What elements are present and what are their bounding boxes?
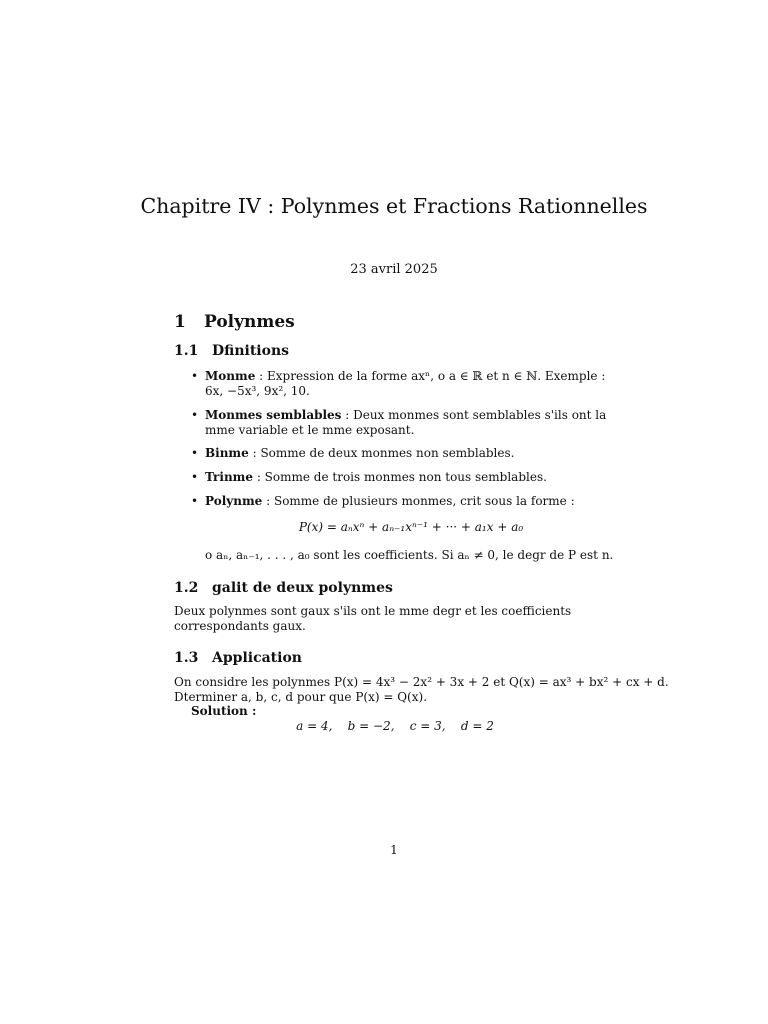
item-text: : Expression de la forme axⁿ, o a ∈ ℝ et n ∈ ℕ. Exemple : 6x, −5x³, 9x², 10. — [205, 369, 606, 398]
solution-label: Solution : — [191, 704, 257, 718]
list-item — [205, 408, 617, 438]
document-title: Chapitre IV : Polynmes et Fractions Rationnelles — [140, 194, 648, 218]
item-term: Monme — [205, 369, 256, 383]
item-text: : Somme de trois monmes non tous semblables. — [253, 470, 547, 484]
item-term: Binme — [205, 446, 249, 460]
polynomial-formula: P(x) = aₙxⁿ + aₙ₋₁xⁿ⁻¹ + ··· + a₁x + a₀ — [298, 520, 524, 534]
section-title: Polynmes — [204, 312, 295, 332]
section-heading-1 — [174, 312, 295, 332]
subsection-number: 1.2 — [174, 580, 199, 596]
bullet-icon: • — [191, 494, 199, 508]
solution-formula: a = 4, b = −2, c = 3, d = 2 — [296, 719, 494, 733]
item-text: : Somme de deux monmes non semblables. — [248, 446, 515, 460]
application-statement: On considre les polynmes P(x) = 4x³ − 2x² + 3x + 2 et Q(x) = ax³ + bx² + cx + d. — [174, 675, 669, 689]
subsection-title: galit de deux polynmes — [212, 580, 393, 596]
document-date: 23 avril 2025 — [350, 262, 438, 277]
list-item — [205, 470, 617, 485]
list-item — [205, 446, 617, 461]
bullet-icon: • — [191, 446, 199, 460]
subsection-heading-1-1 — [174, 343, 289, 359]
list-item — [205, 369, 617, 399]
bullet-icon: • — [191, 369, 199, 383]
subsection-number: 1.1 — [174, 343, 199, 359]
subsection-title: Application — [212, 650, 302, 666]
item-term: Polynme — [205, 494, 263, 508]
bullet-icon: • — [191, 408, 199, 422]
section-number: 1 — [174, 312, 186, 332]
subsection-title: Dfinitions — [212, 343, 289, 359]
subsection-heading-1-2 — [174, 580, 393, 596]
list-item — [205, 494, 617, 509]
paragraph-equality: Deux polynmes sont gaux s'ils ont le mme degr et les coefficients correspondants gaux. — [174, 604, 572, 633]
item-term: Trinme — [205, 470, 253, 484]
item-term: Monmes semblables — [205, 408, 342, 422]
page-number: 1 — [390, 843, 398, 857]
bullet-icon: • — [191, 470, 199, 484]
subsection-number: 1.3 — [174, 650, 199, 666]
application-task: Dterminer a, b, c, d pour que P(x) = Q(x). — [174, 690, 428, 704]
item-text: : Deux monmes sont semblables s'ils ont la mme variable et le mme exposant. — [205, 408, 607, 437]
item-text: : Somme de plusieurs monmes, crit sous la forme : — [262, 494, 575, 508]
subsection-heading-1-3 — [174, 650, 302, 666]
polynomial-note: o aₙ, aₙ₋₁, . . . , a₀ sont les coefficients. Si aₙ ≠ 0, le degr de P est n. — [205, 548, 614, 562]
